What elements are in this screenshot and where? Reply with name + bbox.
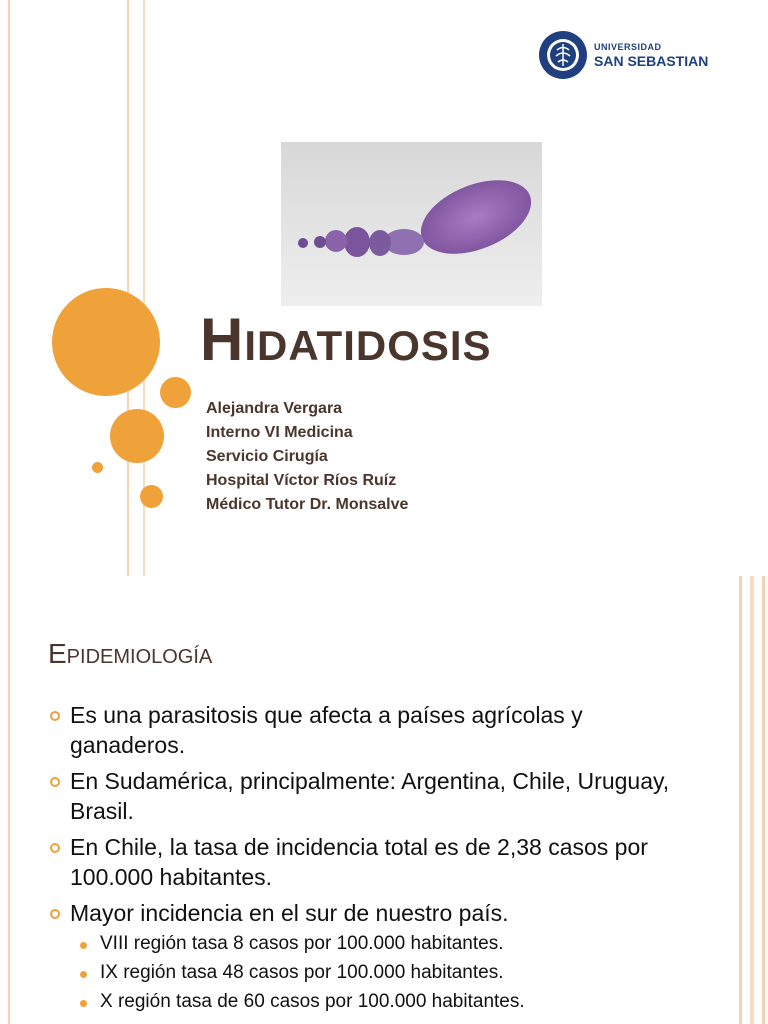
decorative-circle: [92, 462, 103, 473]
bullet-list: [48, 700, 688, 1020]
bullet-dot-icon: [80, 1000, 87, 1007]
author-line: Servicio Cirugía: [206, 448, 328, 465]
bullet-ring-icon: [50, 909, 60, 919]
logo-text-bottom: SAN SEBASTIAN: [594, 52, 709, 69]
sub-bullet-item: X región tasa de 60 casos por 100.000 habitantes.: [70, 990, 688, 1014]
bullet-ring-icon: [50, 843, 60, 853]
decorative-circle: [110, 409, 164, 463]
logo-text-top: UNIVERSIDAD: [594, 41, 662, 52]
decorative-stripe: [739, 576, 742, 1024]
decorative-stripe: [127, 0, 129, 576]
slide-title: Epidemiología: [48, 638, 213, 669]
author-line: Interno VI Medicina: [206, 424, 353, 441]
sub-bullet-item: IX región tasa 48 casos por 100.000 habitantes.: [70, 961, 688, 985]
bullet-dot-icon: [80, 942, 87, 949]
bullet-item: Mayor incidencia en el sur de nuestro país. VIII región tasa 8 casos por 100.000 habitantes. IX región tasa 48 casos por 100.000 habitantes. X región tasa de 60 casos por 100.000 habitantes.: [48, 898, 688, 1014]
decorative-stripe: [8, 576, 10, 1024]
bullet-item: En Chile, la tasa de incidencia total es de 2,38 casos por 100.000 habitantes.: [48, 832, 688, 892]
decorative-circle: [160, 377, 191, 408]
decorative-circle-large: [52, 288, 160, 396]
tapeworm-specimen-image: [281, 142, 542, 306]
decorative-stripe: [750, 576, 754, 1024]
bullet-item: Es una parasitosis que afecta a países agrícolas y ganaderos.: [48, 700, 688, 760]
bullet-item: En Sudamérica, principalmente: Argentina, Chile, Uruguay, Brasil.: [48, 766, 688, 826]
decorative-stripe: [762, 576, 765, 1024]
decorative-stripe: [8, 0, 10, 576]
epidemiology-slide: [0, 576, 768, 1024]
decorative-circle: [140, 485, 163, 508]
bullet-dot-icon: [80, 971, 87, 978]
author-line: Hospital Víctor Ríos Ruíz: [206, 472, 397, 489]
university-logo: [538, 30, 708, 80]
bullet-ring-icon: [50, 777, 60, 787]
bullet-ring-icon: [50, 711, 60, 721]
presentation-title: Hidatidosis: [200, 306, 492, 373]
author-line: Alejandra Vergara: [206, 400, 343, 417]
university-seal-icon: [538, 30, 588, 80]
sub-bullet-item: VIII región tasa 8 casos por 100.000 habitantes.: [70, 932, 688, 956]
sub-bullet-list: [70, 932, 688, 1014]
author-info: [206, 397, 408, 517]
author-line: Médico Tutor Dr. Monsalve: [206, 496, 409, 513]
